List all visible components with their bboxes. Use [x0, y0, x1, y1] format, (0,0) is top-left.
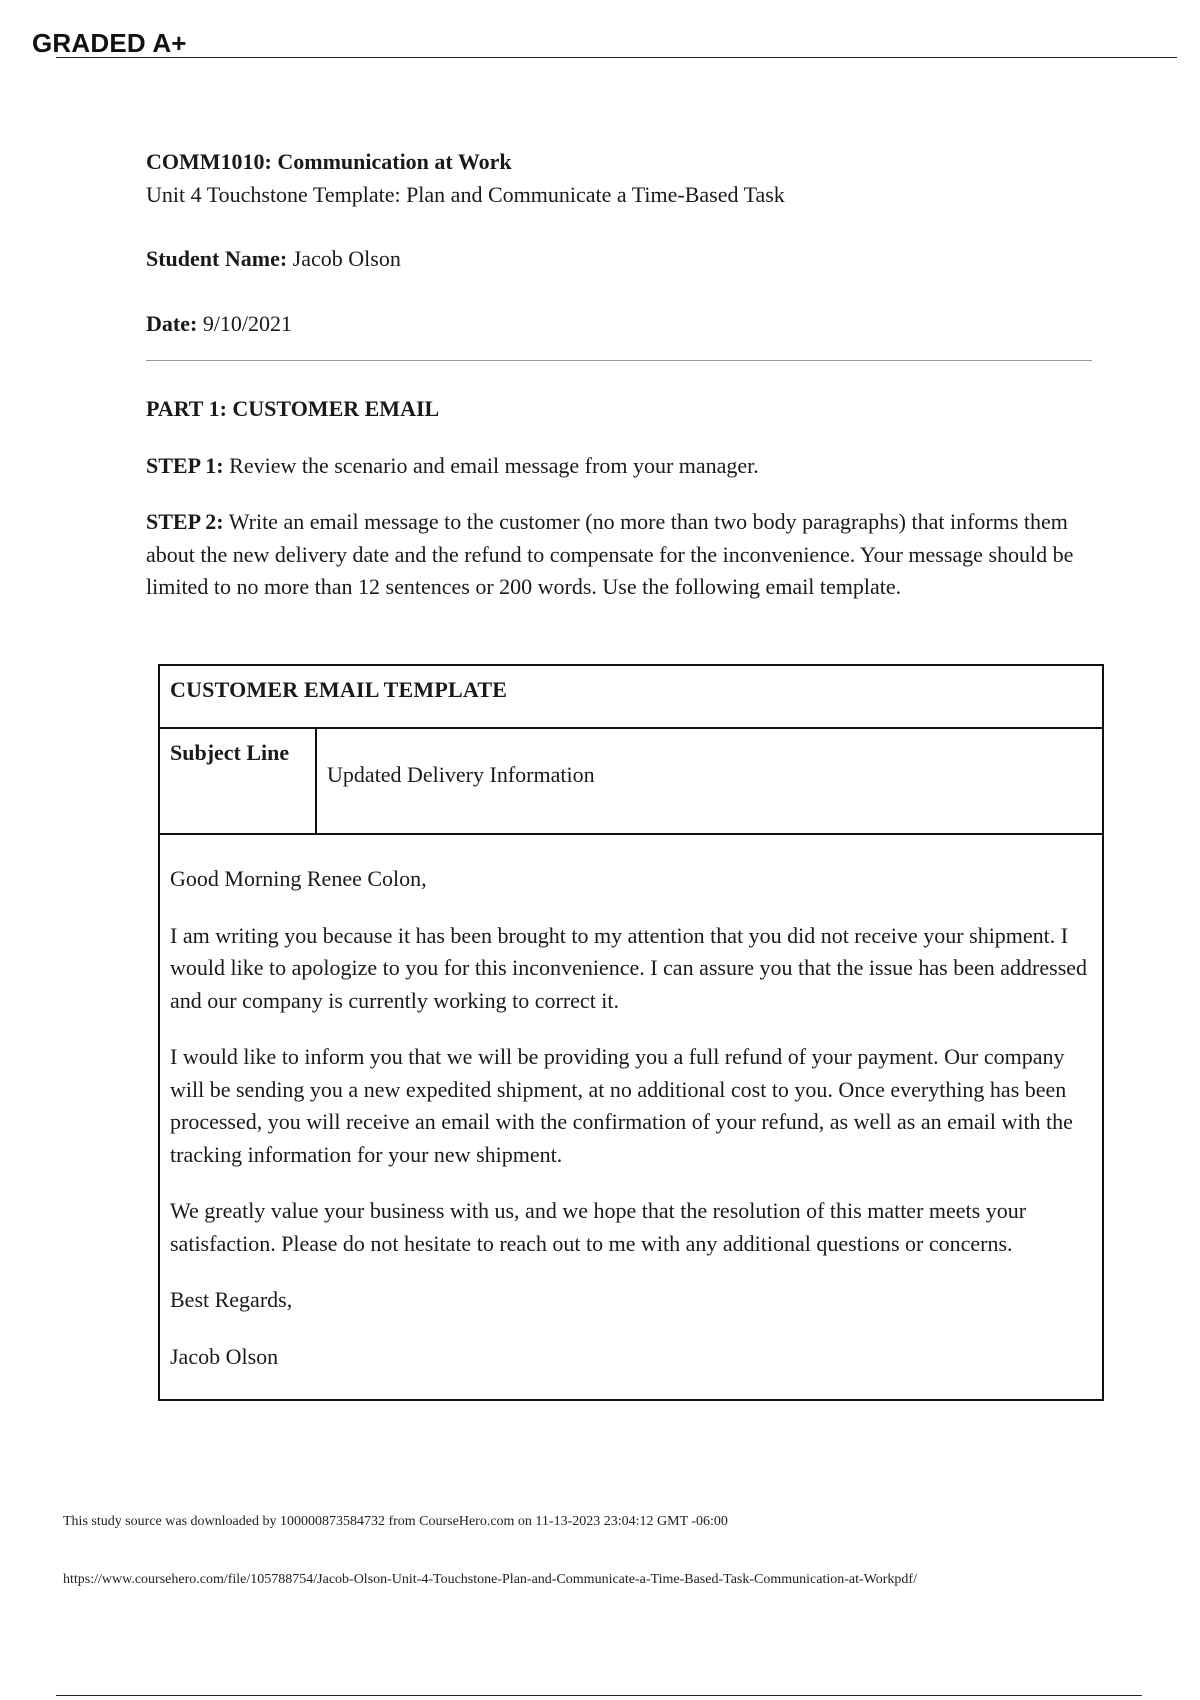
email-paragraph-2: I would like to inform you that we will be providing you a full refund of your payment. Our company will be sending you a new expedited shipment, at no additional cost to you. Once everything has been processed, you will receive an email with the confirmation of your refund, as well as an email with the tracking information for your new shipment.	[170, 1044, 1073, 1167]
subject-line-label: Subject Line	[160, 729, 317, 833]
student-name-value: Jacob Olson	[292, 246, 401, 271]
course-title: COMM1010: Communication at Work	[146, 149, 512, 174]
step-2	[146, 506, 1096, 604]
email-greeting: Good Morning Renee Colon,	[170, 866, 427, 891]
step-1-text: Review the scenario and email message from your manager.	[229, 452, 759, 478]
template-title: Unit 4 Touchstone Template: Plan and Communicate a Time-Based Task	[146, 181, 785, 207]
step-2-label: STEP 2:	[146, 509, 224, 534]
email-paragraph-1: I am writing you because it has been brought to my attention that you did not receive your shipment. I would like to apologize to you for this inconvenience. I can assure you that the issue has been addressed and our company is currently working to correct it.	[170, 922, 1088, 1013]
graded-label: GRADED A+	[32, 28, 187, 58]
date-value: 9/10/2021	[202, 310, 293, 336]
subject-row	[160, 729, 1102, 835]
email-paragraph-3: We greatly value your business with us, and we hope that the resolution of this matter meets your satisfaction. Please do not hesitate to reach out to me with any additional questions or concerns.	[170, 1198, 1027, 1256]
customer-email-template-table	[158, 664, 1104, 1401]
footer-rule	[56, 1695, 1142, 1696]
download-source-note: This study source was downloaded by 100000873584732 from CourseHero.com on 11-13-2023 23:04:12 GMT -06:00	[63, 1514, 728, 1529]
source-url: https://www.coursehero.com/file/105788754/Jacob-Olson-Unit-4-Touchstone-Plan-and-Communicate-a-Time-Based-Task-Communication-at-Workpdf/	[63, 1572, 917, 1587]
student-name-line	[146, 243, 1096, 276]
part-title: PART 1: CUSTOMER EMAIL	[146, 396, 440, 421]
step-1	[146, 450, 1096, 483]
step-2-text: Write an email message to the customer (no more than two body paragraphs) that informs them about the new delivery date and the refund to compensate for the inconvenience. Your message should be limited to no more than 12 sentences or 200 words. Use the following email template.	[146, 509, 1074, 599]
header-rule	[56, 57, 1177, 58]
student-name-label: Student Name:	[146, 246, 288, 271]
date-label: Date:	[146, 310, 198, 336]
document-content	[146, 146, 1096, 626]
email-template-heading: CUSTOMER EMAIL TEMPLATE	[160, 666, 1102, 729]
email-signature: Jacob Olson	[170, 1343, 279, 1369]
subject-line-value: Updated Delivery Information	[327, 762, 595, 787]
email-closing: Best Regards,	[170, 1287, 293, 1312]
email-body	[160, 835, 1102, 1399]
date-line	[146, 308, 1096, 341]
section-divider	[146, 360, 1092, 361]
step-1-label: STEP 1:	[146, 452, 224, 478]
